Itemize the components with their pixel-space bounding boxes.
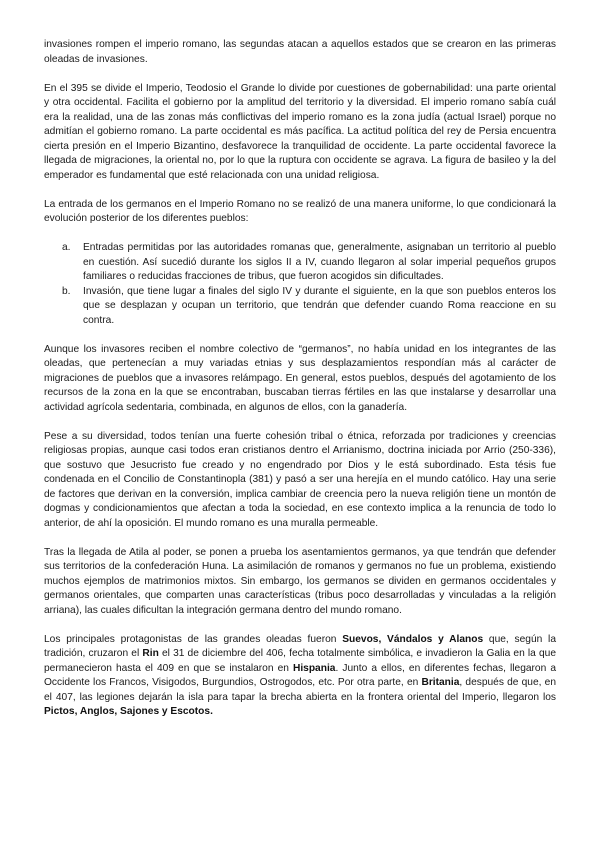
paragraph-invasores: Aunque los invasores reciben el nombre colectivo de “germanos”, no había unidad en los integrantes de las oleadas, que pertenecían a muy variadas etnias y sus desplazamientos respondían más al carácter de migraciones de pueblos que a invasores relámpago. En general, estos pueblos, después del agotamiento de los recursos de la zona en la que se encontraban, buscaban tierras fértiles en las que instalarse y desarrollar una actividad agrícola sedentaria, combinada, en algunos de ellos, con la ganadería. [44, 343, 556, 413]
paragraph-entrada-germanos: La entrada de los germanos en el Imperio Romano no se realizó de una manera uniforme, lo que condicionará la evolución posterior de los diferentes pueblos: [44, 198, 556, 224]
paragraph-protagonistas [44, 633, 556, 720]
list-item-text: Entradas permitidas por las autoridades romanas que, generalmente, asignaban un territorio al pueblo en cuestión. Así sucedió durante los siglos II a IV, cuando llegaron al solar imperial pequeños grupos familiares o reducidas fracciones de tribus, que fueron acogidos sin dificultades. [83, 242, 556, 282]
entry-types-list [44, 241, 556, 328]
document-page [44, 38, 556, 734]
list-item-text: Invasión, que tiene lugar a finales del siglo IV y durante el siguiente, en la que son pueblos enteros los que se desplazan y ocupan un territorio, que tendrán que defender cuando Roma reaccione en su contra. [83, 285, 556, 326]
text-segment: que, según la tradición, cruzaron el [44, 633, 556, 659]
bold-peoples-suevos-vandalos-alanos: Suevos, Vándalos y Alanos [342, 633, 484, 645]
bold-place-hispania: Hispania [292, 662, 336, 674]
list-marker: a. [62, 242, 71, 253]
text-segment: Los principales protagonistas de las grandes oleadas fueron [44, 633, 343, 645]
list-item [62, 285, 556, 329]
list-item [62, 241, 556, 285]
paragraph-atila: Tras la llegada de Atila al poder, se ponen a prueba los asentamientos germanos, ya que tendrán que defender sus territorios de la confederación Huna. La asimilación de romanos y germanos no fue un problema, existiendo muchos ejemplos de matrimonios mixtos. Sin embargo, los germanos se dividen en germanos occidentales y germanos orientales, que comparten unas características (tribus poco desarrolladas y vinculadas a la religión arriana), las cuales dificultan la integración germana dentro del mundo romano. [44, 546, 556, 616]
paragraph-division-imperio: En el 395 se divide el Imperio, Teodosio el Grande lo divide por cuestiones de gobernabilidad: una parte oriental y otra occidental. Facilita el gobierno por la amplitud del territorio y la diversidad. El imperio romano sabía cuál era la realidad, una de las zonas más conflictivas del imperio romano es la zona judía (actual Israel) porque no admitían el gobierno romano. La parte occidental es más pacífica. La actitud política del rey de Persia encuentra cierta presión en el Imperio Bizantino, desfavorece la tranquilidad de occidente. La parte occidental favorece la llegada de migraciones, la oriental no, por lo que la ruptura con occidente se agrava. La figura de basileo y la del emperador es fundamental que esté relacionada con una unidad religiosa. [44, 82, 556, 181]
bold-place-rin: Rin [142, 648, 159, 659]
list-marker: b. [62, 285, 71, 297]
text-segment: el 31 de diciembre del 406, fecha totalmente simbólica, e invadieron la Galia en la que permanecieron hasta el 409 en que se instalaron en [44, 648, 556, 674]
bold-place-britania: Britania [421, 677, 460, 688]
text-segment: . Junto a ellos, en diferentes fechas, llegaron a Occidente los Francos, Visigodos, Burgundios, Ostrogodos, etc. Por otra parte, en [44, 662, 556, 688]
bold-peoples-pictos-anglos: Pictos, Anglos, Sajones y Escotos. [44, 706, 213, 717]
text-segment: , después de que, en el 407, las legiones dejarán la isla para tapar la brecha abierta en la frontera oriental del Imperio, llegaron los [44, 677, 556, 703]
paragraph-diversidad: Pese a su diversidad, todos tenían una fuerte cohesión tribal o étnica, reforzada por tradiciones y creencias religiosas propias, aunque casi todos eran cristianos dentro el Arrianismo, doctrina iniciada por Arrio (250-336), que sostuvo que Jesucristo fue creado y no engendrado por Dios y le está subordinado. Esta tésis fue condenada en el Concilio de Constantinopla (381) y pasó a ser una herejía en el mundo católico. Hay una serie de factores que derivan en la conversión, implica cambiar de creencia pero la nueva religión tiene un montón de dogmas y condicionamientos que afectan a toda la sociedad, en ese contexto implica a la renuncia de todo lo anterior, de ahí la oposición. El mundo romano es una muralla permeable. [44, 430, 556, 529]
paragraph-intro: invasiones rompen el imperio romano, las segundas atacan a aquellos estados que se crearon en las primeras oleadas de invasiones. [44, 39, 556, 65]
